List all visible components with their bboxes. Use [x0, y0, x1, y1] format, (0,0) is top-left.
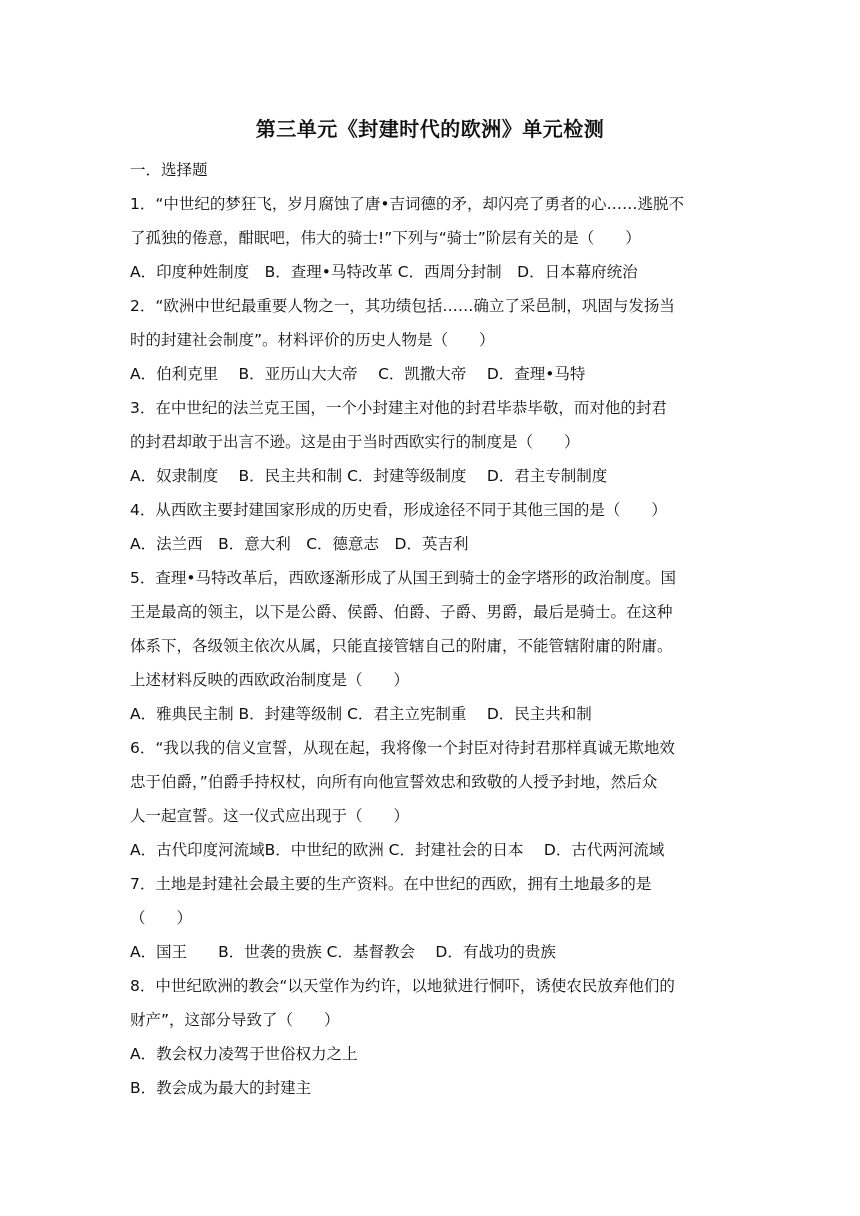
question-stem-line: 了孤独的倦意，酣眠吧，伟大的骑士!”下列与“骑士”阶层有关的是（ ） [130, 229, 641, 247]
question-7 [130, 867, 735, 969]
question-5 [130, 561, 735, 731]
question-stem-line: 8．中世纪欧洲的教会“以天堂作为约许，以地狱进行恫吓，诱使农民放弃他们的 [130, 977, 675, 995]
question-options: A．印度种姓制度 B．查理•马特改革 C．西周分封制 D．日本幕府统治 [130, 263, 638, 281]
question-stem-line: 6．“我以我的信义宣誓，从现在起，我将像一个封臣对待封君那样真诚无欺地效 [130, 739, 675, 757]
question-4 [130, 493, 735, 561]
question-stem-line: 2．“欧洲中世纪最重要人物之一，其功绩包括……确立了采邑制，巩固与发扬当 [130, 297, 675, 315]
question-8 [130, 969, 735, 1105]
question-options: A．古代印度河流域B．中世纪的欧洲 C．封建社会的日本 D．古代两河流域 [130, 841, 665, 859]
question-stem-line: 王是最高的领主，以下是公爵、侯爵、伯爵、子爵、男爵，最后是骑士。在这种 [130, 603, 673, 621]
question-2 [130, 289, 735, 391]
question-list [130, 153, 735, 1105]
question-options: A．法兰西 B．意大利 C．德意志 D．英吉利 [130, 535, 469, 553]
question-stem-line: 3．在中世纪的法兰克王国，一个小封建主对他的封君毕恭毕敬，而对他的封君 [130, 399, 667, 417]
question-stem-line: 人一起宣誓。这一仪式应出现于（ ） [130, 807, 410, 825]
question-stem-line: 财产”，这部分导致了（ ） [130, 1011, 340, 1029]
question-stem-line: 的封君却敢于出言不逊。这是由于当时西欧实行的制度是（ ） [130, 433, 580, 451]
question-stem-line: 上述材料反映的西欧政治制度是（ ） [130, 671, 410, 689]
question-stem-line: 时的封建社会制度”。材料评价的历史人物是（ ） [130, 331, 495, 349]
question-options: A．奴隶制度 B．民主共和制 C．封建等级制度 D．君主专制制度 [130, 467, 608, 485]
question-6 [130, 731, 735, 867]
question-options: A．国王 B．世袭的贵族 C．基督教会 D．有战功的贵族 [130, 943, 556, 961]
question-option-a: A．教会权力凌驾于世俗权力之上 [130, 1045, 358, 1063]
question-option-b: B．教会成为最大的封建主 [130, 1079, 312, 1097]
question-stem-line: 体系下，各级领主依次从属，只能直接管辖自己的附庸，不能管辖附庸的附庸。 [130, 637, 673, 655]
question-3 [130, 391, 735, 493]
question-1 [130, 187, 735, 289]
question-stem-line: 4．从西欧主要封建国家形成的历史看，形成途径不同于其他三国的是（ ） [130, 501, 667, 519]
question-stem-line: 忠于伯爵，”伯爵手持权杖，向所有向他宣誓效忠和致敬的人授予封地，然后众 [130, 773, 658, 791]
question-options: A．伯利克里 B．亚历山大大帝 C．凯撒大帝 D．查理•马特 [130, 365, 586, 383]
question-stem-line: （ ） [130, 909, 193, 927]
section-heading: 一．选择题 [130, 161, 208, 179]
question-options: A．雅典民主制 B．封建等级制 C．君主立宪制重 D．民主共和制 [130, 705, 592, 723]
question-stem-line: 7．土地是封建社会最主要的生产资料。在中世纪的西欧，拥有土地最多的是 [130, 875, 652, 893]
page-title: 第三单元《封建时代的欧洲》单元检测 [255, 117, 605, 141]
question-stem-line: 5．查理•马特改革后，西欧逐渐形成了从国王到骑士的金字塔形的政治制度。国 [130, 569, 677, 587]
question-stem-line: 1．“中世纪的梦狂飞，岁月腐蚀了唐•吉词德的矛，却闪亮了勇者的心……逃脱不 [130, 195, 685, 213]
